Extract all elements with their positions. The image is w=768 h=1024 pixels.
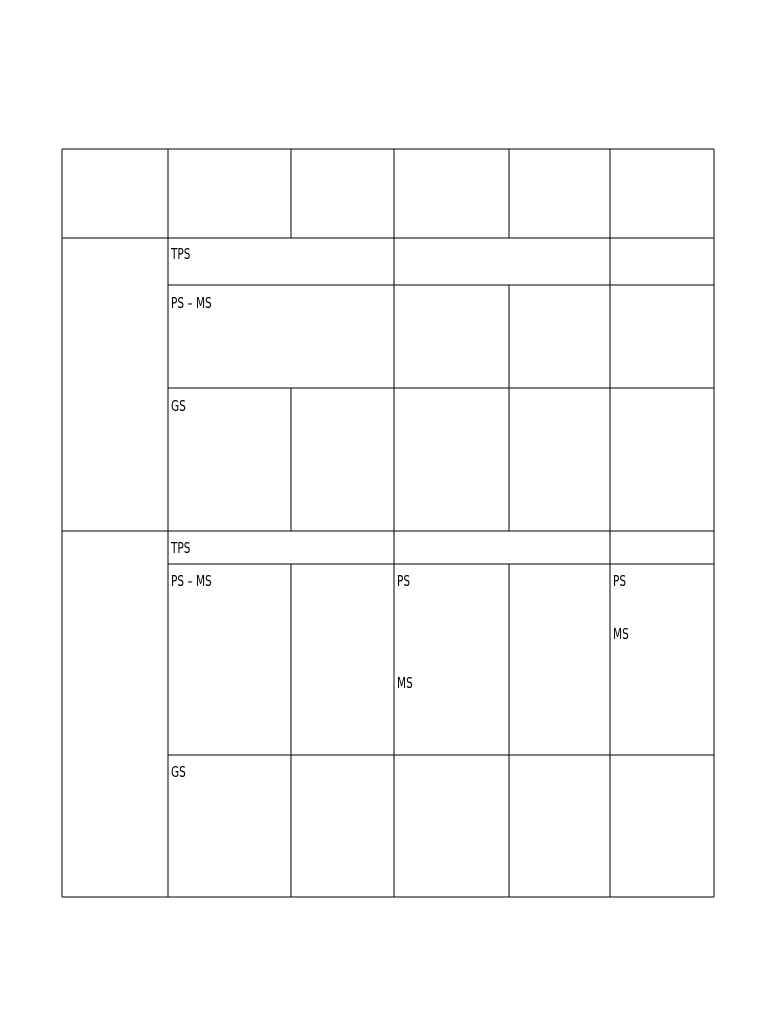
s2-tps-label: TPS [171,539,191,557]
s2-col3-ps-label: PS [397,572,411,590]
s2-col3-ms-label: MS [397,674,413,692]
s2-col6-ms-label: MS [613,625,629,643]
s2-ps-ms-label: PS – MS [171,572,212,590]
s1-ps-ms-label: PS – MS [171,294,212,312]
s2-gs-label: GS [171,763,186,781]
s1-gs-label: GS [171,397,186,415]
s1-tps-label: TPS [171,245,191,263]
s2-col6-ps-label: PS [613,572,627,590]
